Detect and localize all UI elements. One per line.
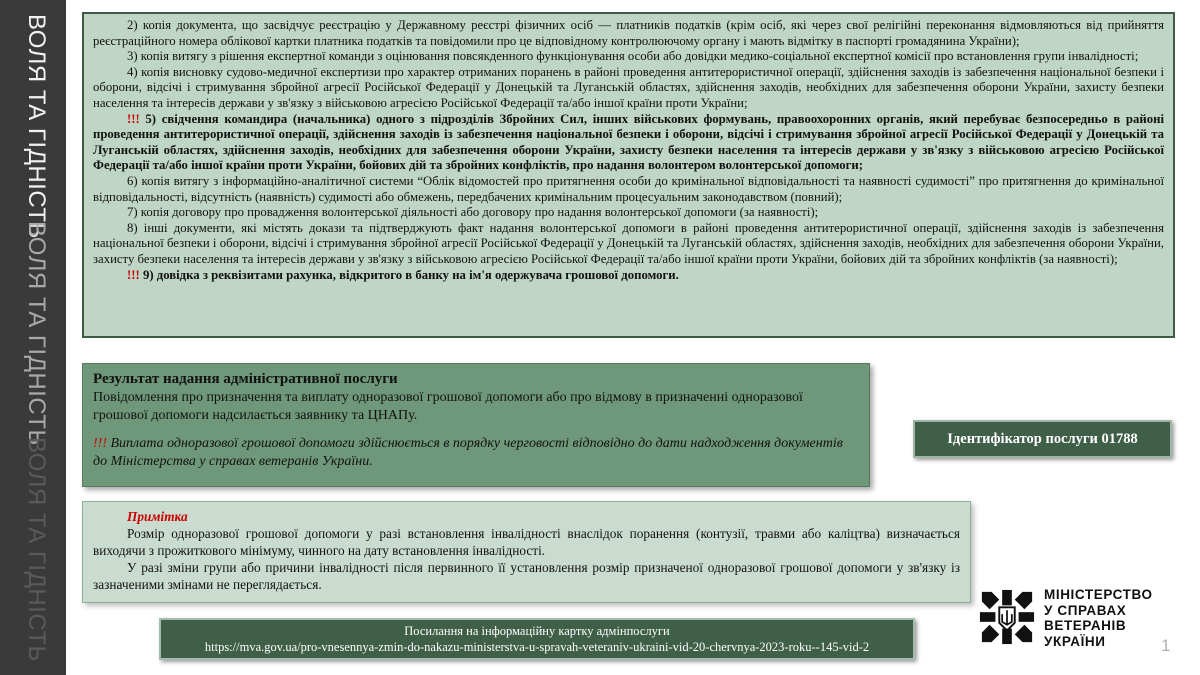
- attention-mark: !!!: [127, 267, 140, 282]
- sidebar-slogan: ВОЛЯ ТА ГІДНІСТЬ: [23, 437, 50, 662]
- document-item: 3) копія витягу з рішення експертної команди з оцінювання повсякденного функціонування особи або довідки медико-соціальної експертної комісії про встановлення групи інвалідності;: [127, 49, 1139, 64]
- note-title: Примітка: [127, 509, 188, 524]
- service-result-box: [82, 363, 870, 487]
- service-result-note: [93, 435, 859, 471]
- document-item: 7) копія договору про провадження волонтерської діяльності або договору про надання волонтерської допомоги (за наявності);: [127, 205, 819, 220]
- document-item-text: 5) свідчення командира (начальника) одного з підрозділів Збройних Сил, інших військових формувань, правоохоронних органів, який перебуває безпосередньо в районі проведення антитерористичної операції, здійснення заходів із забезпечення національної безпеки і оборони, відсічі і стримування збройної агресії Російської Федерації у Донецькій та Луганській областях, здійснення заходів, необхідних для забезпечення оборони України, захисту безпеки населення та інтересів держави у зв'язку з військовою агресією Російської Федерації та/або іншої країни проти України, бойових дій та збройних конфліктів, про надання волонтером волонтерської допомоги;: [93, 111, 1164, 173]
- service-result-title: Результат надання адміністративної послуги: [93, 371, 398, 387]
- ministry-cross-icon: [978, 588, 1036, 646]
- sidebar-slogan: ВОЛЯ ТА ГІДНІСТЬ: [23, 14, 50, 239]
- service-result-text: Повідомлення про призначення та виплату одноразової грошової допомоги або про відмову в призначенні одноразової грошової допомоги надсилається заявнику та ЦНАПу.: [93, 390, 803, 423]
- document-item: 2) копія документа, що засвідчує реєстрацію у Державному реєстрі фізичних осіб — платників податків (крім осіб, які через свої релігійні переконання відмовляються від прийняття реєстраційного номера облікової картки платника податків та повідомили про це відповідному контролюючому органу і мають відмітку в паспорті громадянина України);: [93, 18, 1164, 48]
- document-item: 8) інші документи, які містять докази та підтверджують факт надання волонтерської допомоги в районі проведення антитерористичної операції, здійснення заходів із забезпечення національної безпеки і оборони, відсічі і стримування збройної агресії Російської Федерації у Донецькій та Луганській областях, здійснення заходів, необхідних для забезпечення оборони України, захисту безпеки населення та інтересів держави у зв'язку з військовою агресією Російської Федерації та/або іншої країни проти України, бойових дій та збройних конфліктів (за наявності);: [93, 220, 1164, 266]
- document-item-text: 9) довідка з реквізитами рахунка, відкритого в банку на ім'я одержувача грошової допомоги.: [142, 267, 679, 282]
- page-number: 1: [1161, 636, 1171, 655]
- note-box: [82, 501, 971, 603]
- document-item-important: [93, 268, 1164, 284]
- sidebar: [0, 0, 66, 675]
- service-result-note-text: Виплата одноразової грошової допомоги здійснюється в порядку черговості відповідно до дати надходження документів до Міністерства у справах ветеранів України.: [93, 436, 843, 469]
- ministry-name: МІНІСТЕРСТВО У СПРАВАХ ВЕТЕРАНІВ УКРАЇНИ: [1044, 587, 1153, 649]
- ministry-logo: [978, 585, 1171, 665]
- document-item: 6) копія витягу з інформаційно-аналітичної системи “Облік відомостей про притягнення особи до кримінальної відповідальності та наявності судимості” про притягнення до кримінальної відповідальності, відсутність (наявність) судимості або обмежень, передбачених кримінальним процесуальним законодавством (повний);: [93, 173, 1164, 204]
- document-item: 4) копія висновку судово-медичної експертизи про характер отриманих поранень в районі проведення антитерористичної операції, здійснення заходів із забезпечення національної безпеки і оборони, відсічі і стримування збройної агресії Російської Федерації у Донецькій та Луганській областях, здійснення заходів, необхідних для забезпечення оборони України, захисту безпеки населення та інтересів держави у зв'язку з військовою агресією Російської Федерації та/або іншої країни проти України;: [93, 64, 1164, 110]
- info-card-link-title: Посилання на інформаційну картку адмінпослуги: [404, 624, 670, 638]
- sidebar-slogan: ВОЛЯ ТА ГІДНІСТЬ: [23, 221, 50, 446]
- note-paragraph: У разі зміни групи або причини інвалідності після первинного її установлення розмір призначеної одноразової грошової допомоги у зв'язку із зазначеними змінами не переглядається.: [93, 560, 960, 592]
- document-item-important: [93, 112, 1164, 174]
- service-id-badge: Ідентифікатор послуги 01788: [913, 420, 1172, 458]
- attention-mark: !!!: [93, 436, 107, 451]
- documents-list: [82, 12, 1175, 338]
- note-paragraph: Розмір одноразової грошової допомоги у разі встановлення інвалідності внаслідок поранення (контузії, травми або каліцтва) визначається виходячи з прожиткового мінімуму, чинного на дату встановлення інвалідності.: [93, 526, 960, 558]
- attention-mark: !!!: [127, 111, 140, 126]
- info-card-link-box[interactable]: [159, 618, 915, 660]
- info-card-link-url[interactable]: https://mva.gov.ua/pro-vnesennya-zmin-do-nakazu-ministerstva-u-spravah-veteraniv-ukrainі-vid-20-chervnya-2023-roku--145-vid-2: [204, 640, 870, 654]
